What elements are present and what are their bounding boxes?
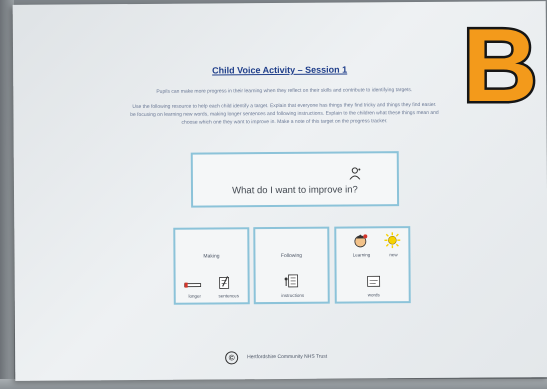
target-card-new-words — [334, 226, 411, 304]
card-title: Learning — [352, 252, 371, 258]
footer-text: Hertfordshire Community NHS Trust — [247, 353, 328, 361]
table-edge — [0, 379, 547, 389]
card-title: Following — [280, 252, 303, 259]
ruler-length-icon — [184, 280, 202, 290]
instruction-line-2: be focusing on learning new words, making longer sentences and following instructions. Explain to the children what these things mean and — [130, 109, 439, 119]
word-words: words — [367, 292, 380, 298]
word-card-icon — [367, 274, 381, 288]
card-title-new: new — [389, 252, 398, 258]
worksheet-title: Child Voice Activity – Session 1 — [212, 64, 348, 76]
badge-letter: B — [462, 8, 538, 124]
instruction-line-3: choose which one they want to improve in. Make a note of this target on the progress tracker. — [181, 118, 388, 126]
card-title: Making — [203, 253, 220, 260]
letter-badge — [460, 8, 540, 124]
target-card-sentences — [173, 227, 250, 305]
word-longer: longer — [188, 293, 201, 299]
list-instructions-icon — [284, 273, 300, 289]
word-instructions: instructions — [281, 292, 305, 298]
intro-text: Pupils can make more progress in their learning when they reflect on their skills and contribute to identifying targets. — [156, 87, 413, 95]
learning-head-icon — [352, 233, 368, 249]
thinking-person-icon — [348, 167, 362, 179]
copyright-icon: © — [225, 351, 238, 364]
question-text: What do I want to improve in? — [232, 184, 358, 197]
question-box — [191, 151, 399, 207]
target-card-instructions — [253, 227, 330, 305]
paper-pencil-icon — [218, 275, 232, 289]
instruction-line-1: Use the following resource to help each child identify a target. Explain that everyone has things they find tricky and things they find easier. — [132, 101, 437, 111]
footer — [225, 350, 425, 367]
table-surface — [0, 0, 14, 389]
sun-new-icon — [384, 232, 400, 248]
word-sentences: sentences — [218, 293, 239, 299]
